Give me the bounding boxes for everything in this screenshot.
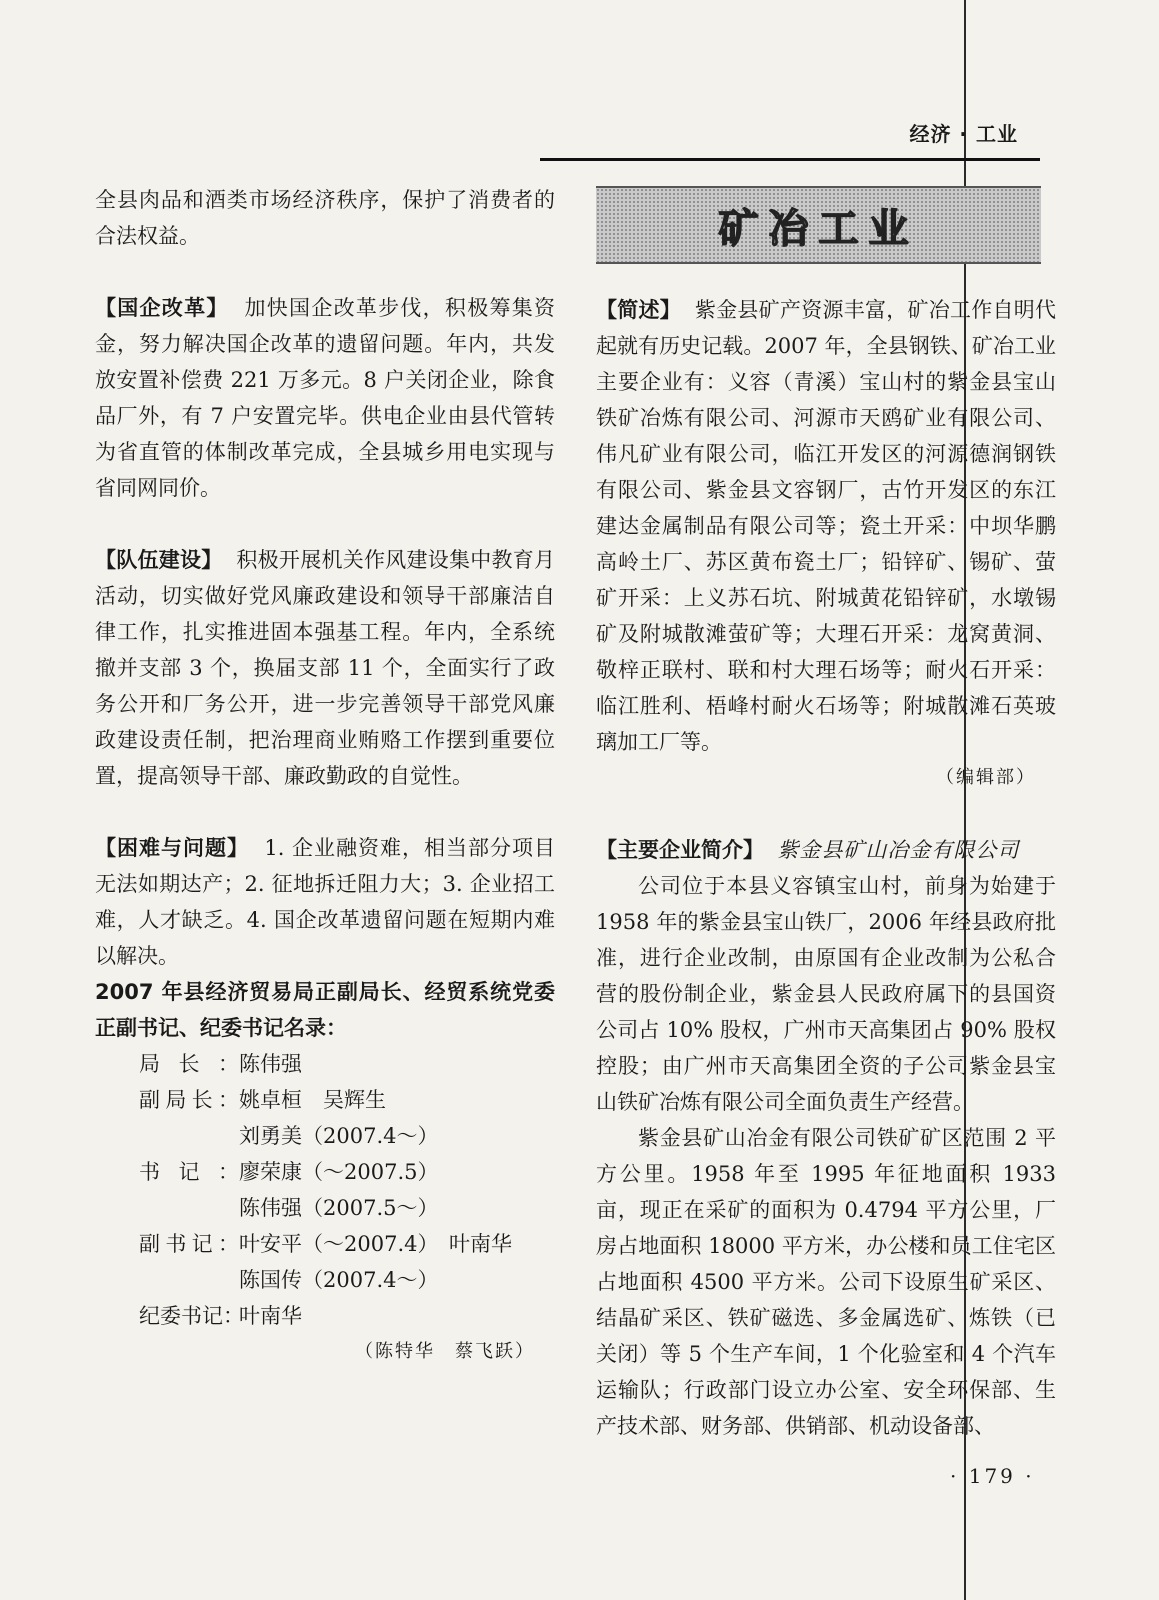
roster-row <box>139 1154 555 1190</box>
difficulties-text: 1. 企业融资难，相当部分项目无法如期达产；2. 征地拆迁阻力大；3. 企业招工难，人才缺乏。4. 国企改革遗留问题在短期内难以解决。 <box>95 836 555 968</box>
roster-row <box>139 1118 555 1154</box>
left-column <box>95 182 555 1370</box>
difficulties-tag: 【困难与问题】 <box>95 836 249 860</box>
roster-names: 陈国传（2007.4～） <box>239 1268 439 1292</box>
roster-list <box>139 1046 555 1334</box>
roster-role: 副局长： <box>139 1088 239 1112</box>
running-header <box>540 112 1040 161</box>
company-name: 紫金县矿山冶金有限公司 <box>777 838 1020 862</box>
roster-names: 刘勇美（2007.4～） <box>239 1124 439 1148</box>
overview-tag: 【简述】 <box>596 298 682 322</box>
company-intro-paragraph: 公司位于本县义容镇宝山村，前身为始建于 1958 年的紫金县宝山铁厂，2006 年经县政府批准，进行企业改制，由原国有企业改制为公私合营的股份制企业，紫金县人民政府属下的县国资公司占 10% 股权，广州市天高集团占 90% 股权控股；由广州市天高集团全资的子公司紫金县宝山铁矿冶炼有限公司全面负责生产经营。 <box>596 874 1056 1114</box>
roster-row <box>139 1046 555 1082</box>
overview-text: 紫金县矿产资源丰富，矿冶工作自明代起就有历史记载。2007 年，全县钢铁、矿冶工业主要企业有：义容（青溪）宝山村的紫金县宝山铁矿冶炼有限公司、河源市天鸥矿业有限公司、伟凡矿业有限公司，临江开发区的河源德润钢铁有限公司、紫金县文容钢厂，古竹开发区的东江建达金属制品有限公司等；瓷土开采：中坝华鹏高岭土厂、苏区黄布瓷土厂；铅锌矿、锡矿、萤矿开采：上义苏石坑、附城黄花铅锌矿，水墩锡矿及附城散滩萤矿等；大理石开采：龙窝黄洞、敬梓正联村、联和村大理石场等；耐火石开采：临江胜利、梧峰村耐火石场等；附城散滩石英玻璃加工厂等。 <box>596 298 1057 754</box>
roster-row <box>139 1226 555 1262</box>
left-credit: （陈特华 蔡飞跃） <box>355 1341 535 1362</box>
page-number: · 179 · <box>950 1464 1035 1488</box>
roster-names: 叶安平（～2007.4） 叶南华 <box>239 1232 512 1256</box>
soe-reform-paragraph <box>95 290 555 506</box>
roster-names: 廖荣康（～2007.5） <box>239 1160 439 1184</box>
roster-role: 纪委书记： <box>139 1304 244 1328</box>
company-intro-heading <box>596 832 1056 868</box>
roster-names: 陈伟强（2007.5～） <box>239 1196 439 1220</box>
roster-row <box>139 1298 555 1334</box>
roster-names: 叶南华 <box>239 1304 302 1328</box>
roster-row <box>139 1190 555 1226</box>
team-building-text: 积极开展机关作风建设集中教育月活动，切实做好党风廉政建设和领导干部廉洁自律工作，扎实推进固本强基工程。年内，全系统撤并支部 3 个，换届支部 11 个，全面实行了政务公开和厂务公开，进一步完善领导干部党风廉政建设责任制，把治理商业贿赂工作摆到重要位置，提高领导干部、廉政勤政的自觉性。 <box>95 548 556 788</box>
right-column <box>596 292 1056 1444</box>
company-detail-paragraph: 紫金县矿山冶金有限公司铁矿矿区范围 2 平方公里。1958 年至 1995 年征地面积 1933 亩，现正在采矿的面积为 0.4794 平方公里，厂房占地面积 18000 平方米，办公楼和员工住宅区占地面积 4500 平方米。公司下设原生矿采区、结晶矿采区、铁矿磁选、多金属选矿、炼铁（已关闭）等 5 个生产车间，1 个化验室和 4 个汽车运输队；行政部门设立办公室、安全环保部、生产技术部、财务部、供销部、机动设备部、 <box>596 1126 1056 1438</box>
difficulties-paragraph <box>95 830 555 974</box>
overview-credit: （编辑部） <box>936 767 1036 788</box>
roster-names: 陈伟强 <box>239 1052 302 1076</box>
team-building-tag: 【队伍建设】 <box>95 548 223 572</box>
overview-paragraph <box>596 292 1056 760</box>
soe-reform-tag: 【国企改革】 <box>95 296 229 320</box>
team-building-paragraph <box>95 542 555 794</box>
roster-row <box>139 1262 555 1298</box>
section-banner <box>596 186 1041 264</box>
roster-names: 姚卓桓 吴辉生 <box>239 1088 386 1112</box>
roster-role: 书记： <box>139 1160 239 1184</box>
section-label: 经济 · 工业 <box>909 122 1018 146</box>
roster-role: 局长： <box>139 1052 239 1076</box>
roster-role: 副书记： <box>139 1232 239 1256</box>
roster-title: 2007 年县经济贸易局正副局长、经贸系统党委正副书记、纪委书记名录： <box>95 980 555 1040</box>
roster-row <box>139 1082 555 1118</box>
company-intro-tag: 【主要企业简介】 <box>596 838 764 862</box>
continuation-paragraph: 全县肉品和酒类市场经济秩序，保护了消费者的合法权益。 <box>95 188 555 248</box>
soe-reform-text: 加快国企改革步伐，积极筹集资金，努力解决国企改革的遗留问题。年内，共发放安置补偿费 221 万多元。8 户关闭企业，除食品厂外，有 7 户安置完毕。供电企业由县代管转为省直管的体制改革完成，全县城乡用电实现与省同网同价。 <box>95 296 556 500</box>
section-title: 矿冶工业 <box>718 205 919 252</box>
